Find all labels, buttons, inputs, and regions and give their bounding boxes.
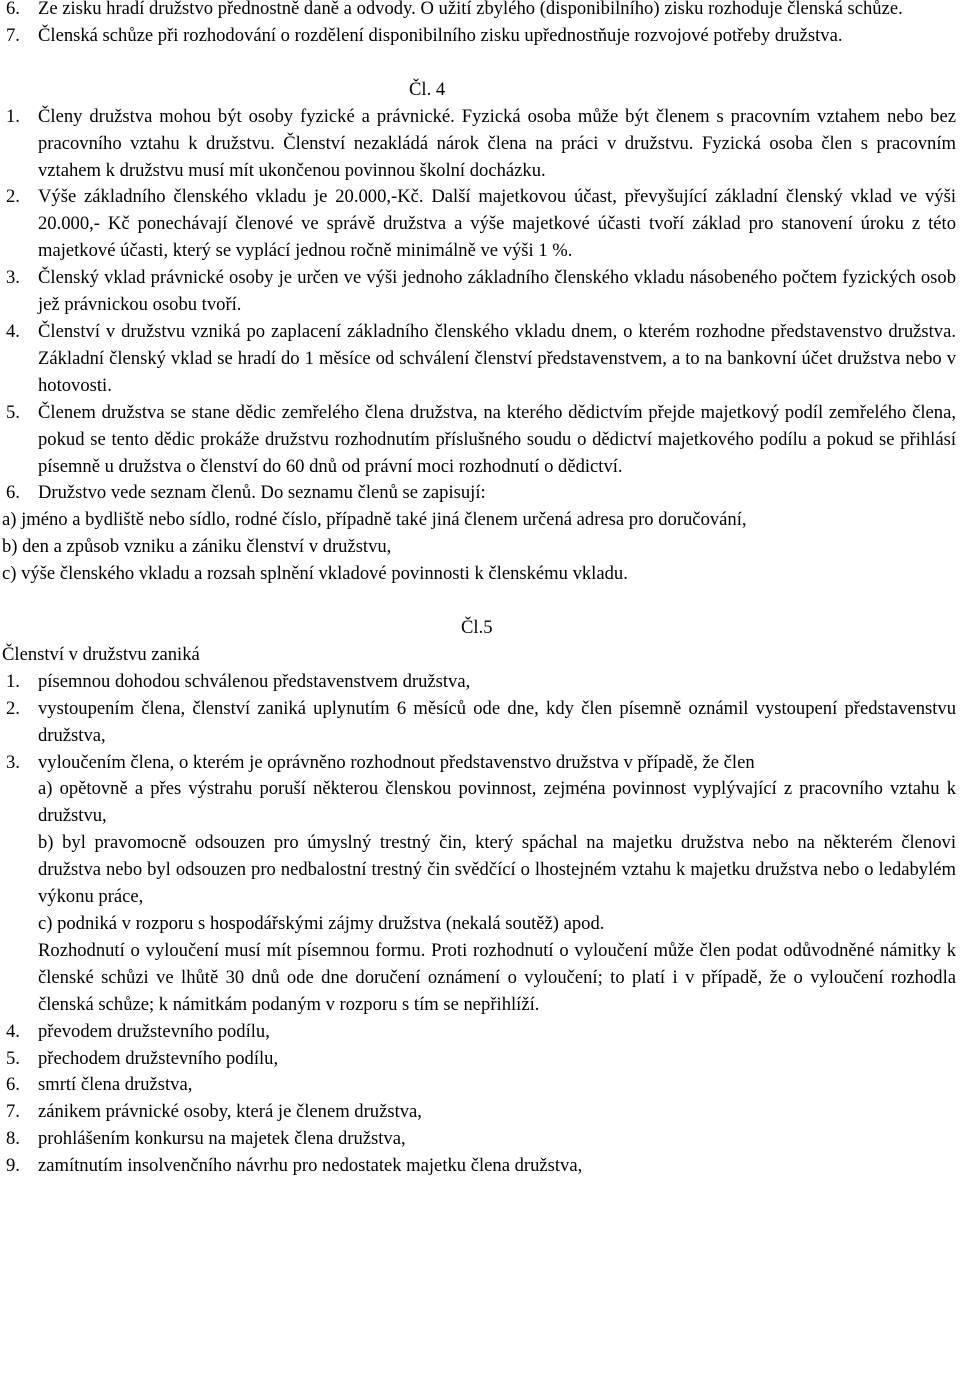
list-item	[0, 265, 960, 319]
item-text: Členský vklad právnické osoby je určen ve výši jednoho základního členského vkladu násobeného počtem fyzických osob jež právnickou osobu tvoří.	[38, 267, 956, 316]
item-text: smrtí člena družstva,	[38, 1074, 193, 1096]
expulsion-note: Rozhodnutí o vyloučení musí mít písemnou formu. Proti rozhodnutí o vyloučení může člen podat odůvodněné námitky k členské schůzi ve lhůtě 30 dnů ode dne doručení oznámení o vyloučení; to platí i v případě, že o vyloučení rozhodla členská schůze; k námitkám podaným v rozporu s tím se nepřihlíží.	[38, 939, 956, 1015]
list-item	[0, 1072, 960, 1099]
item-number: 6.	[6, 482, 20, 504]
list-item	[0, 184, 960, 265]
item-text: vyloučením člena, o kterém je oprávněno rozhodnout představenstvo družstva v případě, že člen	[38, 751, 755, 773]
item-text: Členem družstva se stane dědic zemřelého člena družstva, na kterého dědictvím přejde majetkový podíl zemřelého člena, pokud se tento dědic prokáže družstvu rozhodnutím příslušného soudu o dědictví majetkového podílu a pokud se přihlásí písemně u družstva o členství do 60 dnů od právní moci rozhodnutí o dědictví.	[38, 401, 956, 477]
list-item	[0, 669, 960, 696]
item-number: 9.	[6, 1155, 20, 1177]
item-text: zánikem právnické osoby, která je členem družstva,	[38, 1101, 422, 1123]
spacer	[0, 588, 960, 615]
register-line: a) jméno a bydliště nebo sídlo, rodné číslo, případně také jiná členem určená adresa pro doručování,	[2, 509, 747, 531]
item-number: 3.	[6, 751, 20, 773]
item-number: 5.	[6, 401, 20, 423]
item-number: 7.	[6, 1101, 20, 1123]
list-item	[0, 23, 960, 50]
list-item	[0, 1046, 960, 1073]
item-number: 6.	[6, 1074, 20, 1096]
item-number: 5.	[6, 1047, 20, 1069]
article-5-heading: Čl.5	[461, 617, 493, 639]
item-number: 7.	[6, 24, 20, 46]
sub-item: b) byl pravomocně odsouzen pro úmyslný trestný čin, který spáchal na majetku družstva nebo na některém členovi družstva nebo byl odsouzen pro nedbalostní trestný čin svědčící o lhostejném vztahu k majetku družstva nebo o ledabylém výkonu práce,	[38, 832, 956, 908]
item-text: Členství v družstvu vzniká po zaplacení základního členského vkladu dnem, o kterém rozhodne představenstvo družstva. Základní členský vklad se hradí do 1 měsíce od schválení členství představenstvem, a to na bankovní účet družstva nebo v hotovosti.	[38, 320, 956, 396]
article-4-heading: Čl. 4	[409, 78, 446, 100]
list-item	[0, 0, 960, 23]
sub-item: c) podniká v rozporu s hospodářskými zájmy družstva (nekalá soutěž) apod.	[38, 913, 605, 934]
item-text: Družstvo vede seznam členů. Do seznamu členů se zapisují:	[38, 482, 486, 504]
item-number: 1.	[6, 105, 20, 127]
item-text: zamítnutím insolvenčního návrhu pro nedostatek majetku člena družstva,	[38, 1155, 583, 1177]
list-item	[0, 1099, 960, 1126]
register-line: b) den a způsob vzniku a zániku členství v družstvu,	[2, 536, 392, 558]
list-item	[0, 319, 960, 400]
item-text: vystoupením člena, členství zaniká uplynutím 6 měsíců ode dne, kdy člen písemně oznámil vystoupení představenstvu družstva,	[38, 697, 956, 746]
item-text: Výše základního členského vkladu je 20.000,-Kč. Další majetkovou účast, převyšující základní členský vklad ve výši 20.000,- Kč ponechávají členové ve správě družstva a výše majetkové účasti tvoří základ pro stanovení úroku z této majetkové účasti, který se vyplácí jednou ročně minimálně ve výši 1 %.	[38, 186, 956, 262]
item-number: 6.	[6, 0, 20, 19]
item-number: 4.	[6, 320, 20, 342]
item-text: převodem družstevního podílu,	[38, 1020, 270, 1042]
spacer	[0, 50, 960, 77]
article-5-intro: Členství v družstvu zaniká	[2, 643, 200, 665]
item-number: 1.	[6, 670, 20, 692]
item-number: 3.	[6, 267, 20, 289]
sub-item: a) opětovně a přes výstrahu poruší některou členskou povinnost, zejména povinnost vyplývající z pracovního vztahu k družstvu,	[38, 778, 956, 827]
item-text: prohlášením konkursu na majetek člena družstva,	[38, 1128, 406, 1150]
list-item	[0, 1153, 960, 1180]
item-text: Ze zisku hradí družstvo přednostně daně a odvody. O užití zbylého (disponibilního) zisku rozhoduje členská schůze.	[38, 0, 903, 19]
item-number: 2.	[6, 186, 20, 208]
list-item	[0, 1126, 960, 1153]
item-text: Členy družstva mohou být osoby fyzické a právnické. Fyzická osoba může být členem s pracovním vztahem nebo bez pracovního vztahu k družstvu. Členství nezakládá nárok člena na práci v družstvu. Fyzická osoba člen s pracovním vztahem k družstvu musí mít ukončenou povinnou školní docházku.	[38, 105, 956, 181]
list-item	[0, 1019, 960, 1046]
item-text: přechodem družstevního podílu,	[38, 1047, 279, 1069]
item-text: písemnou dohodou schválenou představenstvem družstva,	[38, 670, 471, 692]
list-item	[0, 480, 960, 507]
list-item	[0, 104, 960, 185]
item-number: 4.	[6, 1020, 20, 1042]
register-line: c) výše členského vkladu a rozsah splnění vkladové povinnosti k členskému vkladu.	[2, 563, 628, 585]
item-number: 8.	[6, 1128, 20, 1150]
item-number: 2.	[6, 697, 20, 719]
item-text: Členská schůze při rozhodování o rozdělení disponibilního zisku upřednostňuje rozvojové potřeby družstva.	[38, 24, 843, 46]
list-item	[0, 750, 960, 777]
list-item	[0, 696, 960, 750]
list-item	[0, 400, 960, 481]
